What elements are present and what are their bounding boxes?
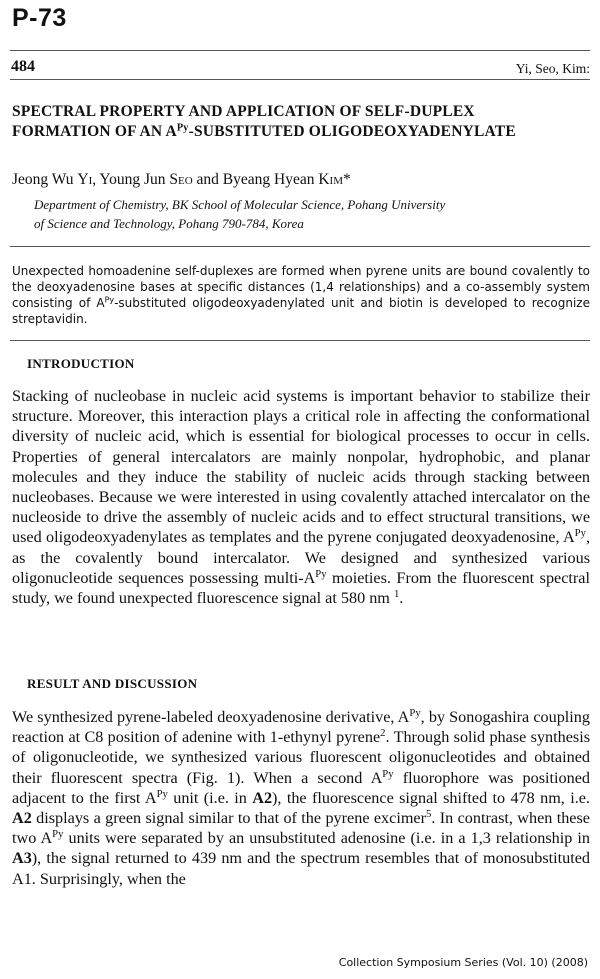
abstract-text: -substituted oligodeoxyadenylated unit and biotin is developed to recognize streptavidin. xyxy=(12,296,590,326)
reference-marker: 2 xyxy=(380,727,386,740)
body-text: moieties. From the fluorescent spectral study, we found unexpected fluorescence signal at 580 nm xyxy=(12,568,590,608)
abstract-text: Unexpected homoadenine self-duplexes are formed when pyrene units are bound covalently to the deoxyadenosine bases at specific distances (1,4 relationships) and a co-assembly system consisting of A xyxy=(12,264,590,310)
author-family-name: Kim xyxy=(318,171,343,188)
header-rule-2 xyxy=(10,79,590,80)
superscript: Py xyxy=(574,527,586,540)
abstract-bottom-rule xyxy=(10,340,590,341)
paper-code: P-73 xyxy=(12,4,67,32)
body-text: . xyxy=(399,589,404,608)
title-superscript: Py xyxy=(176,122,189,134)
superscript: Py xyxy=(156,787,168,800)
running-head: Yi, Seo, Kim: xyxy=(515,61,590,76)
body-text: ), the fluorescence signal shifted to 478 nm, i.e. xyxy=(272,788,590,807)
superscript: Py xyxy=(104,295,115,305)
body-text: , as the covalently bound intercalator. We designed and synthesized various oligonucleotide sequences possessing multi-A xyxy=(12,528,590,587)
body-text: . Through solid phase synthesis of oligonucleotide, we synthesized various fluorescent oligonucleotides and obtained their fluorescent spectra (Fig. 1). When a second A xyxy=(12,728,591,787)
body-text: ), the signal returned to 439 nm and the spectrum resembles that of monosubstituted A1. Surprisingly, when the xyxy=(12,849,590,888)
body-text: unit (i.e. in xyxy=(167,788,253,807)
section-heading-results: RESULT AND DISCUSSION xyxy=(27,676,198,691)
compound-label: A2 xyxy=(252,788,273,807)
affiliation xyxy=(34,195,589,233)
introduction-paragraph xyxy=(12,386,590,608)
results-paragraph xyxy=(12,707,590,889)
section-heading-introduction: INTRODUCTION xyxy=(27,356,135,371)
footer-series: Collection Symposium Series (Vol. 10) (2008) xyxy=(338,956,588,969)
body-text: displays a green signal similar to that of the pyrene excimer xyxy=(31,809,426,828)
body-text: fluorophore was positioned adjacent to the first A xyxy=(12,768,590,807)
body-text: units were separated by an unsubstituted adenosine (i.e. in a 1,3 relationship in xyxy=(63,829,590,848)
author-list xyxy=(12,171,351,189)
affiliation-line: of Science and Technology, Pohang 790-784, Korea xyxy=(34,216,304,231)
author-family-name: Seo xyxy=(169,171,193,188)
body-text: We synthesized pyrene-labeled deoxyadenosine derivative, A xyxy=(12,708,410,726)
corresponding-mark: * xyxy=(342,171,351,188)
title-line-2 xyxy=(12,122,587,142)
author-name: and Byeang Hyean xyxy=(192,171,319,188)
affiliation-line: Department of Chemistry, BK School of Molecular Science, Pohang University xyxy=(34,197,446,212)
author-name: , Young Jun xyxy=(92,171,170,188)
reference-marker: 1 xyxy=(393,588,400,601)
page-number: 484 xyxy=(11,58,35,75)
abstract-top-rule xyxy=(10,246,590,247)
paper-title xyxy=(12,102,587,142)
superscript: Py xyxy=(315,567,327,580)
superscript: Py xyxy=(52,828,64,841)
header-rule xyxy=(10,50,590,51)
body-text: , by Sonogashira coupling reaction at C8 position of adenine with 1-ethynyl pyrene xyxy=(12,708,590,747)
reference-marker: 5 xyxy=(426,808,432,821)
compound-label: A3 xyxy=(12,849,32,868)
compound-label: A2 xyxy=(12,809,32,828)
title-text: -SUBSTITUTED OLIGODEOXYADENYLATE xyxy=(188,123,516,140)
body-text: Stacking of nucleobase in nucleic acid systems is important behavior to stabilize their structure. Moreover, this interaction plays a critical role in affecting the conformational diversity of nucleic acid, which is essential for biological processes to occur in cells. Properties of general intercalators are mainly nonpolar, hydrophobic, and planar molecules and they induce the stability of nucleic acids through stacking between nucleobases. Because we were interested in using covalently attached intercalator on the nucleoside to drive the assembly of nucleic acids and to effect structural transitions, we used oligodeoxyadenylates as templates and the pyrene conjugated deoxyadenosine, A xyxy=(12,387,590,547)
author-name: Jeong Wu xyxy=(12,171,78,188)
superscript: Py xyxy=(382,767,394,780)
title-text: FORMATION OF AN A xyxy=(12,123,177,140)
body-text: . In contrast, when these two A xyxy=(12,809,590,848)
superscript: Py xyxy=(409,707,421,720)
abstract xyxy=(12,263,590,327)
title-line-1: SPECTRAL PROPERTY AND APPLICATION OF SELF-DUPLEX xyxy=(12,103,475,120)
author-family-name: Yi xyxy=(77,171,93,188)
